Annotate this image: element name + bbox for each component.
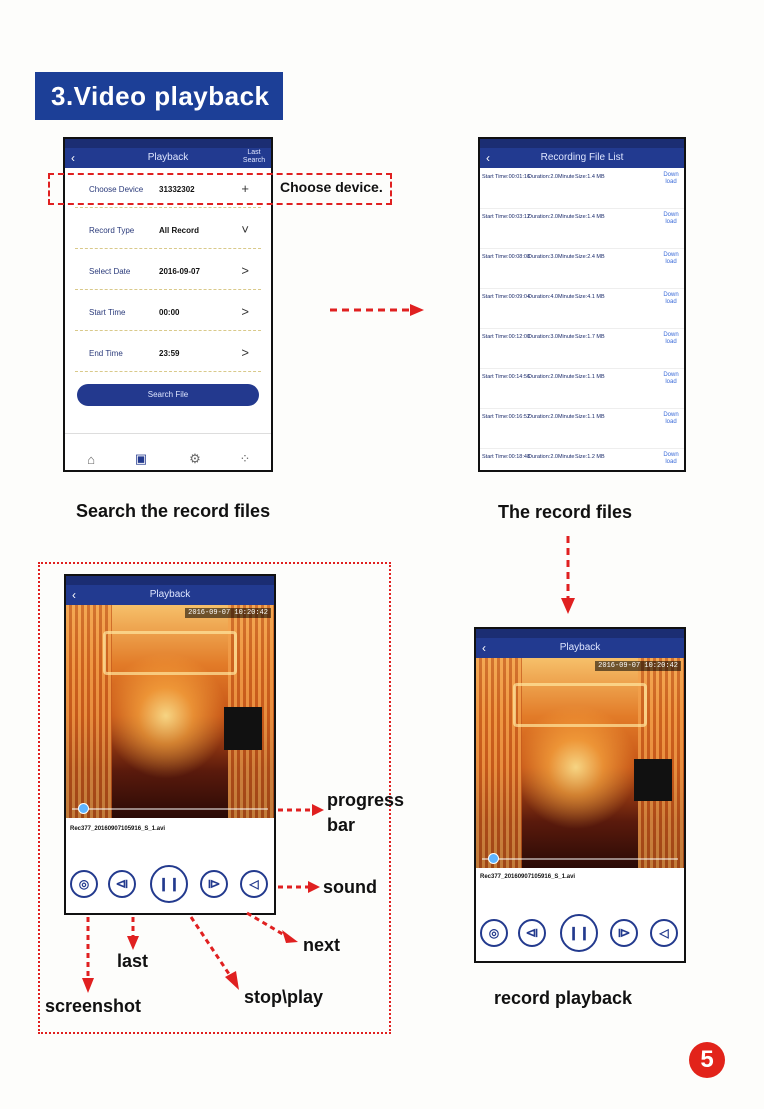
row-label: End Time (89, 349, 123, 358)
screenshot-button[interactable]: ◎ (480, 919, 508, 947)
file-start-time: Start Time:00:12:00 (482, 334, 530, 340)
progress-handle[interactable] (488, 853, 499, 864)
video-timestamp: 2016-09-07 10:20:42 (185, 608, 271, 618)
file-duration: Duration:2.0Minute (528, 174, 575, 180)
previous-button[interactable]: ⧏ (518, 919, 546, 947)
download-button[interactable]: Down load (663, 252, 679, 265)
playback-title: Playback (559, 642, 601, 653)
row-value: 00:00 (159, 308, 180, 317)
video-tv (634, 759, 671, 801)
arrowhead-screenshot (82, 978, 94, 993)
add-icon: + (241, 181, 249, 196)
back-icon[interactable]: ‹ (482, 641, 486, 655)
play-pause-button[interactable]: ❙❙ (150, 865, 188, 903)
next-button[interactable]: ⧐ (610, 919, 638, 947)
back-icon[interactable]: ‹ (71, 151, 75, 165)
screenshot-button[interactable]: ◎ (70, 870, 98, 898)
file-size: Size:1.4 MB (575, 214, 605, 220)
next-callout: next (303, 935, 341, 955)
file-duration: Duration:3.0Minute (528, 334, 575, 340)
file-duration: Duration:4.0Minute (528, 294, 575, 300)
file-duration: Duration:3.0Minute (528, 254, 575, 260)
arrowhead-last (127, 936, 139, 950)
video-view[interactable] (476, 658, 684, 868)
page-number-badge: 5 (689, 1042, 725, 1078)
screenshot-callout: screenshot (45, 996, 142, 1016)
row-value: 31332302 (159, 185, 195, 194)
row-label: Select Date (89, 267, 131, 276)
file-start-time: Start Time:00:09:04 (482, 294, 530, 300)
file-duration: Duration:2.0Minute (528, 374, 575, 380)
arrowhead-sound (308, 881, 320, 893)
sound-button[interactable]: ◁ (650, 919, 678, 947)
more-icon: ⁘ (239, 451, 251, 466)
settings-icon: ⚙ (189, 451, 201, 466)
back-icon[interactable]: ‹ (72, 588, 76, 602)
stop-play-callout: stop\play (244, 987, 324, 1007)
file-start-time: Start Time:00:14:56 (482, 374, 530, 380)
row-value: All Record (159, 226, 200, 235)
caption-record-playback: record playback (494, 988, 633, 1008)
last-callout: last (117, 951, 149, 971)
home-icon: ⌂ (87, 452, 95, 467)
file-duration: Duration:2.0Minute (528, 214, 575, 220)
playback-title: Playback (149, 589, 191, 600)
file-size: Size:1.4 MB (575, 174, 605, 180)
file-duration: Duration:2.0Minute (528, 454, 575, 460)
file-size: Size:1.7 MB (575, 334, 605, 340)
file-size: Size:2.4 MB (575, 254, 605, 260)
play-pause-button[interactable]: ❙❙ (560, 914, 598, 952)
row-value: 2016-09-07 (159, 267, 200, 276)
download-button[interactable]: Down load (663, 332, 679, 345)
last-search-button[interactable]: Last Search (242, 149, 266, 164)
video-timestamp: 2016-09-07 10:20:42 (595, 661, 681, 671)
chevron-down-icon: ˅ (241, 222, 249, 237)
row-label: Choose Device (89, 185, 144, 194)
file-size: Size:4.1 MB (575, 294, 605, 300)
search-file-button[interactable]: Search File (77, 384, 259, 406)
section-title: 3.Video playback (35, 72, 283, 120)
video-filename: Rec377_20160907105916_S_1.avi (70, 826, 166, 832)
file-size: Size:1.1 MB (575, 414, 605, 420)
next-button[interactable]: ⧐ (200, 870, 228, 898)
row-value: 23:59 (159, 349, 180, 358)
file-list-title: Recording File List (540, 152, 624, 163)
file-duration: Duration:2.0Minute (528, 414, 575, 420)
arrow-next (247, 913, 286, 936)
status-bar (476, 629, 684, 638)
file-start-time: Start Time:00:18:48 (482, 454, 530, 460)
download-button[interactable]: Down load (663, 412, 679, 425)
video-filename: Rec377_20160907105916_S_1.avi (480, 874, 576, 880)
progress-bar[interactable] (482, 858, 678, 860)
sound-callout: sound (323, 877, 377, 897)
download-button[interactable]: Down load (663, 452, 679, 465)
arrowhead-progress (312, 804, 324, 816)
search-screen-title: Playback (147, 152, 189, 163)
caption-search-record-files: Search the record files (76, 501, 271, 521)
arrow-stop-play (191, 917, 231, 977)
chevron-right-icon: > (241, 263, 249, 278)
file-start-time: Start Time:00:01:16 (482, 174, 530, 180)
file-start-time: Start Time:00:16:52 (482, 414, 530, 420)
caption-record-files: The record files (498, 502, 633, 522)
download-button[interactable]: Down load (663, 292, 679, 305)
chevron-right-icon: > (241, 304, 249, 319)
file-size: Size:1.2 MB (575, 454, 605, 460)
row-label: Start Time (89, 308, 126, 317)
choose-device-callout: Choose device. (280, 179, 383, 195)
download-button[interactable]: Down load (663, 372, 679, 385)
file-size: Size:1.1 MB (575, 374, 605, 380)
arrowhead-next (282, 930, 298, 943)
file-start-time: Start Time:00:03:12 (482, 214, 530, 220)
progress-callout-line1: progress (327, 790, 405, 810)
chevron-right-icon: > (241, 345, 249, 360)
sound-button[interactable]: ◁ (240, 870, 268, 898)
previous-button[interactable]: ⧏ (108, 870, 136, 898)
file-start-time: Start Time:00:08:08 (482, 254, 530, 260)
download-button[interactable]: Down load (663, 172, 679, 185)
video-ceiling (513, 683, 646, 727)
progress-callout-line2: bar (327, 815, 356, 835)
back-icon[interactable]: ‹ (486, 151, 490, 165)
playback-app-bar (476, 638, 684, 658)
row-label: Record Type (89, 226, 135, 235)
record-playback-phone (474, 627, 686, 963)
playback-icon: ▣ (134, 451, 148, 466)
download-button[interactable]: Down load (663, 212, 679, 225)
